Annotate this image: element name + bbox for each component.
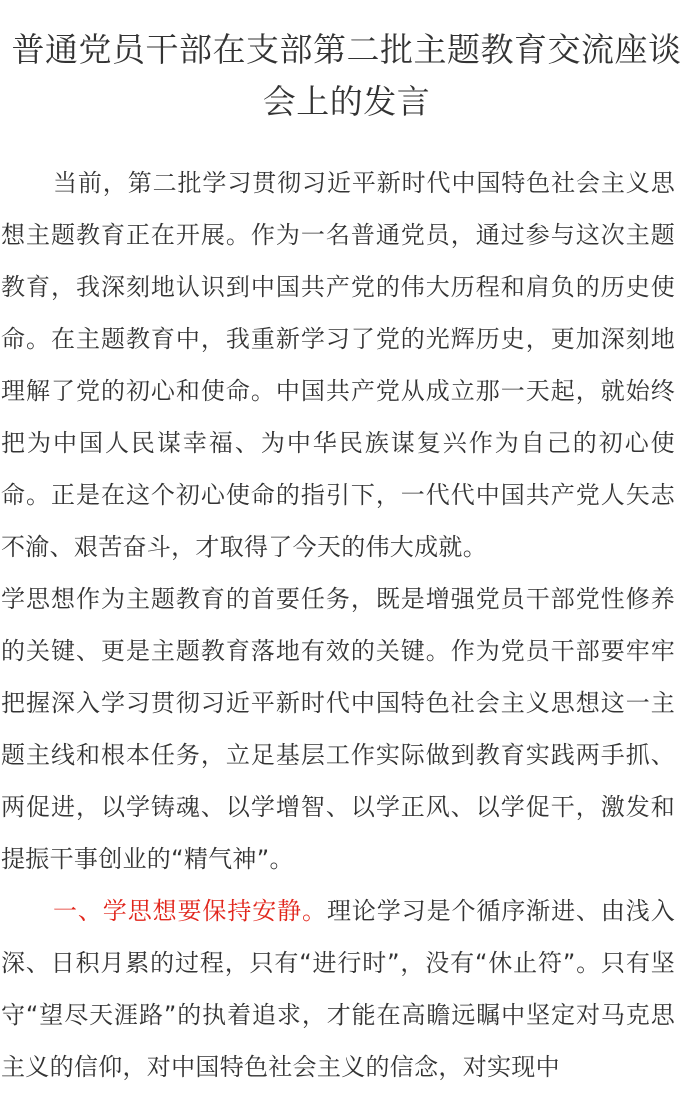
paragraph-section-1 [1,885,675,1093]
paragraph-study-thought: 学思想作为主题教育的首要任务，既是增强党员干部党性修养的关键、更是主题教育落地有效的关键。作为党员干部要牢牢把握深入学习贯彻习近平新时代中国特色社会主义思想这一主题主线和根本任务，立足基层工作实际做到教育实践两手抓、两促进，以学铸魂、以学增智、以学正风、以学促干，激发和提振干事创业的“精气神”。 [1,585,675,873]
document-body [1,157,675,1093]
paragraph-intro: 当前，第二批学习贯彻习近平新时代中国特色社会主义思想主题教育正在开展。作为一名普通党员，通过参与这次主题教育，我深刻地认识到中国共产党的伟大历程和肩负的历史使命。在主题教育中，我重新学习了党的光辉历史，更加深刻地理解了党的初心和使命。中国共产党从成立那一天起，就始终把为中国人民谋幸福、为中华民族谋复兴作为自己的初心使命。正是在这个初心使命的指引下，一代代中国共产党人矢志不渝、艰苦奋斗，才取得了今天的伟大成就。 [1,169,675,561]
section-1-heading: 一、学思想要保持安静。 [53,897,327,925]
document-title: 普通党员干部在支部第二批主题教育交流座谈会上的发言 [11,30,682,121]
section-1-text: 理论学习是个循序渐进、由浅入深、日积月累的过程，只有“进行时”，没有“休止符”。只有坚守“望尽天涯路”的执着追求，才能在高瞻远瞩中坚定对马克思主义的信仰，对中国特色社会主义的信念，对实现中 [1,897,675,1081]
